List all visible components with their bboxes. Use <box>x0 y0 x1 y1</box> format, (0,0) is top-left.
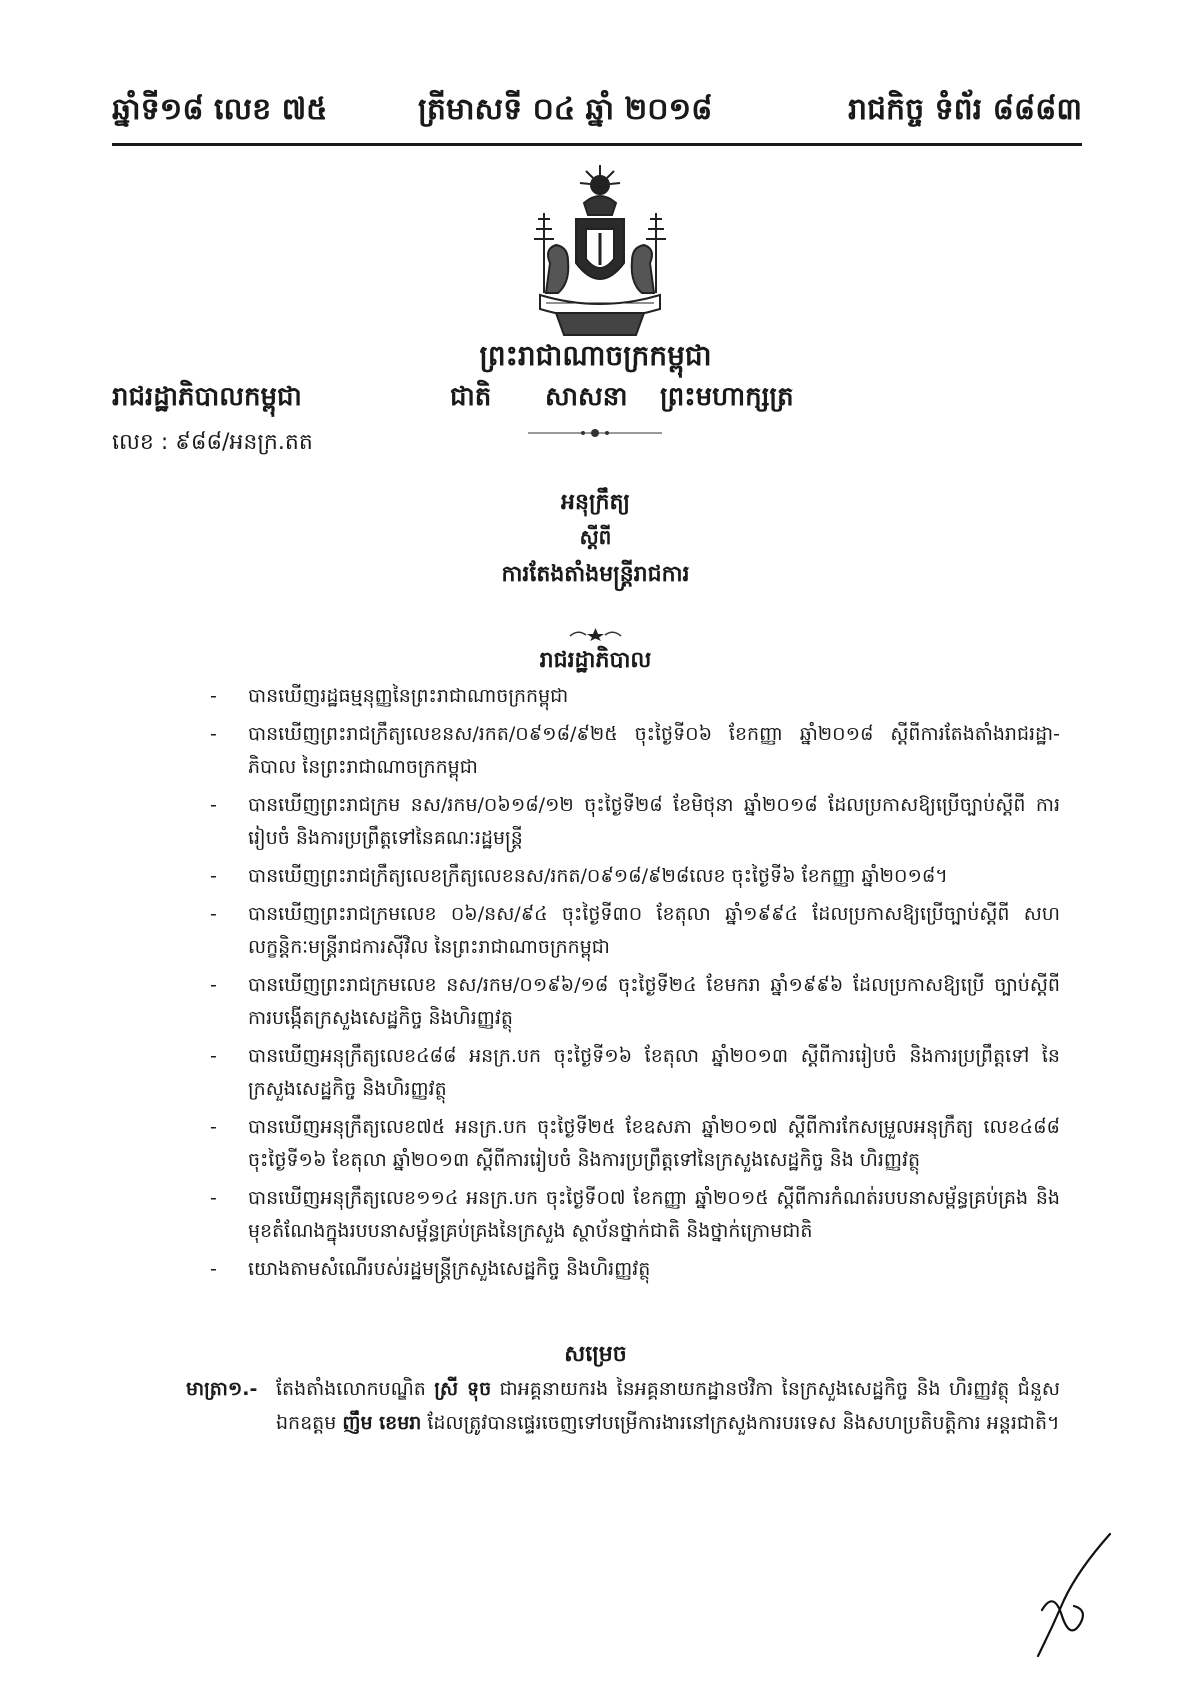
signature-mark-icon <box>1018 1530 1118 1660</box>
document-type: អនុក្រឹត្យ <box>561 490 630 515</box>
ornament-divider-icon <box>528 425 662 441</box>
kingdom-title: ព្រះរាជាណាចក្រកម្ពុជា <box>479 339 712 372</box>
issuer-heading: រាជរដ្ឋាភិបាល <box>539 648 652 673</box>
motto-nation: ជាតិ <box>450 382 492 412</box>
consideration-text: បានឃើញព្រះរាជក្រមលេខ ០៦/នស/៩៤ ចុះថ្ងៃទី៣០ ខែតុលា ឆ្នាំ១៩៩៤ ដែលប្រកាសឱ្យប្រើច្បាប់ស្តីពី សហលក្ខន្តិកៈមន្ត្រីរាជការស៊ីវិល នៃព្រះរាជាណាចក្រកម្ពុជា <box>248 903 1060 958</box>
motto-religion: សាសនា <box>545 382 628 412</box>
consideration-text: បានឃើញអនុក្រឹត្យលេខ៧៥ អនក្រ.បក ចុះថ្ងៃទី២៥ ខែឧសភា ឆ្នាំ២០១៧ ស្តីពីការកែសម្រួលអនុក្រឹត្យ លេខ៤៨៨ ចុះថ្ងៃទី១៦ ខែតុលា ឆ្នាំ២០១៣ ស្តីពីការរៀបចំ និងការប្រព្រឹត្តទៅនៃក្រសួងសេដ្ឋកិច្ច និង ហិរញ្ញវត្ថុ <box>248 1116 1060 1171</box>
star-ornament-icon <box>568 627 623 641</box>
list-item: - បានឃើញអនុក្រឹត្យលេខ៤៨៨ អនក្រ.បក ចុះថ្ងៃទី១៦ ខែតុលា ឆ្នាំ២០១៣ ស្តីពីការរៀបចំ និងការប្រព្រឹត្តទៅ នៃក្រសួងសេដ្ឋកិច្ច និងហិរញ្ញវត្ថុ <box>210 1045 1060 1100</box>
article-text-before: តែងតាំងលោកបណ្ឌិត <box>276 1378 426 1400</box>
article-1 <box>186 1372 1060 1434</box>
consideration-text: បានឃើញអនុក្រឹត្យលេខ១១៤ អនក្រ.បក ចុះថ្ងៃទី០៧ ខែកញ្ញា ឆ្នាំ២០១៥ ស្តីពីការកំណត់របបនាសម្ព័ន្ធគ្រប់គ្រង និងមុខតំណែងក្នុងរបបនាសម្ព័ន្ធគ្រប់គ្រងនៃក្រសួង ស្ថាប័នថ្នាក់ជាតិ និងថ្នាក់ក្រោមជាតិ <box>248 1187 1060 1242</box>
list-item: - បានឃើញរដ្ឋធម្មនុញ្ញនៃព្រះរាជាណាចក្រកម្ពុជា <box>210 685 569 707</box>
list-item: - បានឃើញព្រះរាជក្រឹត្យលេខក្រឹត្យលេខនស/រកត/០៩១៨/៩២៨លេខ ចុះថ្ងៃទី៦ ខែកញ្ញា ឆ្នាំ២០១៨។ <box>210 865 948 887</box>
list-item: - បានឃើញអនុក្រឹត្យលេខ៧៥ អនក្រ.បក ចុះថ្ងៃទី២៥ ខែឧសភា ឆ្នាំ២០១៧ ស្តីពីការកែសម្រួលអនុក្រឹត្យ លេខ៤៨៨ ចុះថ្ងៃទី១៦ ខែតុលា ឆ្នាំ២០១៣ ស្តីពីការរៀបចំ និងការប្រព្រឹត្តទៅនៃក្រសួងសេដ្ឋកិច្ច និង ហិរញ្ញវត្ថុ <box>210 1116 1060 1171</box>
royal-emblem-icon <box>516 163 684 339</box>
decision-heading: សម្រេច <box>564 1342 627 1367</box>
considerations-list <box>210 680 1060 1291</box>
header-year-issue: ឆ្នាំទី១៨ លេខ ៧៥ <box>112 92 328 127</box>
document-subject: ការតែងតាំងមន្ត្រីរាជការ <box>501 562 690 587</box>
consideration-text: បានឃើញព្រះរាជក្រឹត្យលេខនស/រកត/០៩១៨/៩២៥ ចុះថ្ងៃទី០៦ ខែកញ្ញា ឆ្នាំ២០១៨ ស្តីពីការតែងតាំងរាជរដ្ឋា-ភិបាល នៃព្រះរាជាណាចក្រកម្ពុជា <box>248 723 1060 778</box>
concerning-label: ស្តីពី <box>579 525 612 549</box>
consideration-text: បានឃើញអនុក្រឹត្យលេខ៤៨៨ អនក្រ.បក ចុះថ្ងៃទី១៦ ខែតុលា ឆ្នាំ២០១៣ ស្តីពីការរៀបចំ និងការប្រព្រឹត្តទៅ នៃក្រសួងសេដ្ឋកិច្ច និងហិរញ្ញវត្ថុ <box>248 1045 1060 1100</box>
list-item: - យោងតាមសំណើរបស់រដ្ឋមន្ត្រីក្រសួងសេដ្ឋកិច្ច និងហិរញ្ញវត្ថុ <box>210 1258 651 1280</box>
list-item: - បានឃើញព្រះរាជក្រឹត្យលេខនស/រកត/០៩១៨/៩២៥ ចុះថ្ងៃទី០៦ ខែកញ្ញា ឆ្នាំ២០១៨ ស្តីពីការតែងតាំងរាជរដ្ឋា-ភិបាល នៃព្រះរាជាណាចក្រកម្ពុជា <box>210 723 1060 778</box>
consideration-text: បានឃើញព្រះរាជក្រម នស/រកម/០៦១៨/១២ ចុះថ្ងៃទី២៨ ខែមិថុនា ឆ្នាំ២០១៨ ដែលប្រកាសឱ្យប្រើច្បាប់ស្តីពី ការរៀបចំ និងការប្រព្រឹត្តទៅនៃគណៈរដ្ឋមន្ត្រី <box>248 794 1060 849</box>
header-gazette-page: រាជកិច្ច ទំព័រ ៨៨៨៣ <box>847 92 1082 127</box>
article-body <box>276 1372 1060 1440</box>
consideration-text: បានឃើញព្រះរាជក្រឹត្យលេខក្រឹត្យលេខនស/រកត/០៩១៨/៩២៨លេខ ចុះថ្ងៃទី៦ ខែកញ្ញា ឆ្នាំ២០១៨។ <box>248 865 948 887</box>
document-reference-number: លេខ : ៩៨៨/អនក្រ.តត <box>112 430 313 455</box>
article-text-after: ដែលត្រូវបានផ្ទេរចេញទៅបម្រើការងារនៅក្រសួងការបរទេស និងសហប្រតិបត្តិការ អន្តរជាតិ។ <box>427 1412 1060 1434</box>
header-quarter-year: ត្រីមាសទី ០៤ ឆ្នាំ ២០១៨ <box>418 92 713 127</box>
replaced-official-name: ញឹម ខេមរា <box>342 1412 422 1434</box>
list-item: - បានឃើញព្រះរាជក្រម នស/រកម/០៦១៨/១២ ចុះថ្ងៃទី២៨ ខែមិថុនា ឆ្នាំ២០១៨ ដែលប្រកាសឱ្យប្រើច្បាប់ស្តីពី ការរៀបចំ និងការប្រព្រឹត្តទៅនៃគណៈរដ្ឋមន្ត្រី <box>210 794 1060 849</box>
consideration-text: បានឃើញព្រះរាជក្រមលេខ នស/រកម/០១៩៦/១៨ ចុះថ្ងៃទី២៤ ខែមករា ឆ្នាំ១៩៩៦ ដែលប្រកាសឱ្យប្រើ ច្បាប់ស្តីពីការបង្កើតក្រសួងសេដ្ឋកិច្ច និងហិរញ្ញវត្ថុ <box>248 974 1060 1029</box>
list-item: - បានឃើញអនុក្រឹត្យលេខ១១៤ អនក្រ.បក ចុះថ្ងៃទី០៧ ខែកញ្ញា ឆ្នាំ២០១៥ ស្តីពីការកំណត់របបនាសម្ព័ន្ធគ្រប់គ្រង និងមុខតំណែងក្នុងរបបនាសម្ព័ន្ធគ្រប់គ្រងនៃក្រសួង ស្ថាប័នថ្នាក់ជាតិ និងថ្នាក់ក្រោមជាតិ <box>210 1187 1060 1242</box>
article-label: មាត្រា១.- <box>186 1378 258 1400</box>
list-item: - បានឃើញព្រះរាជក្រមលេខ ០៦/នស/៩៤ ចុះថ្ងៃទី៣០ ខែតុលា ឆ្នាំ១៩៩៤ ដែលប្រកាសឱ្យប្រើច្បាប់ស្តីពី សហលក្ខន្តិកៈមន្ត្រីរាជការស៊ីវិល នៃព្រះរាជាណាចក្រកម្ពុជា <box>210 903 1060 958</box>
consideration-text: យោងតាមសំណើរបស់រដ្ឋមន្ត្រីក្រសួងសេដ្ឋកិច្ច និងហិរញ្ញវត្ថុ <box>248 1258 651 1280</box>
article-text-middle: ជាអគ្គនាយករង នៃអគ្គនាយកដ្ឋានថវិកា នៃក្រសួងសេដ្ឋកិច្ច និង ហិរញ្ញវត្ថុ ជំនួសឯកឧត្តម <box>276 1378 1060 1434</box>
list-item: - បានឃើញព្រះរាជក្រមលេខ នស/រកម/០១៩៦/១៨ ចុះថ្ងៃទី២៤ ខែមករា ឆ្នាំ១៩៩៦ ដែលប្រកាសឱ្យប្រើ ច្បាប់ស្តីពីការបង្កើតក្រសួងសេដ្ឋកិច្ច និងហិរញ្ញវត្ថុ <box>210 974 1060 1029</box>
consideration-text: បានឃើញរដ្ឋធម្មនុញ្ញនៃព្រះរាជាណាចក្រកម្ពុជា <box>248 685 569 707</box>
government-label: រាជរដ្ឋាភិបាលកម្ពុជា <box>112 382 302 412</box>
appointee-name: ស្រី ទុច <box>434 1378 492 1400</box>
header-rule <box>112 143 1082 146</box>
motto-king: ព្រះមហាក្សត្រ <box>660 382 794 412</box>
